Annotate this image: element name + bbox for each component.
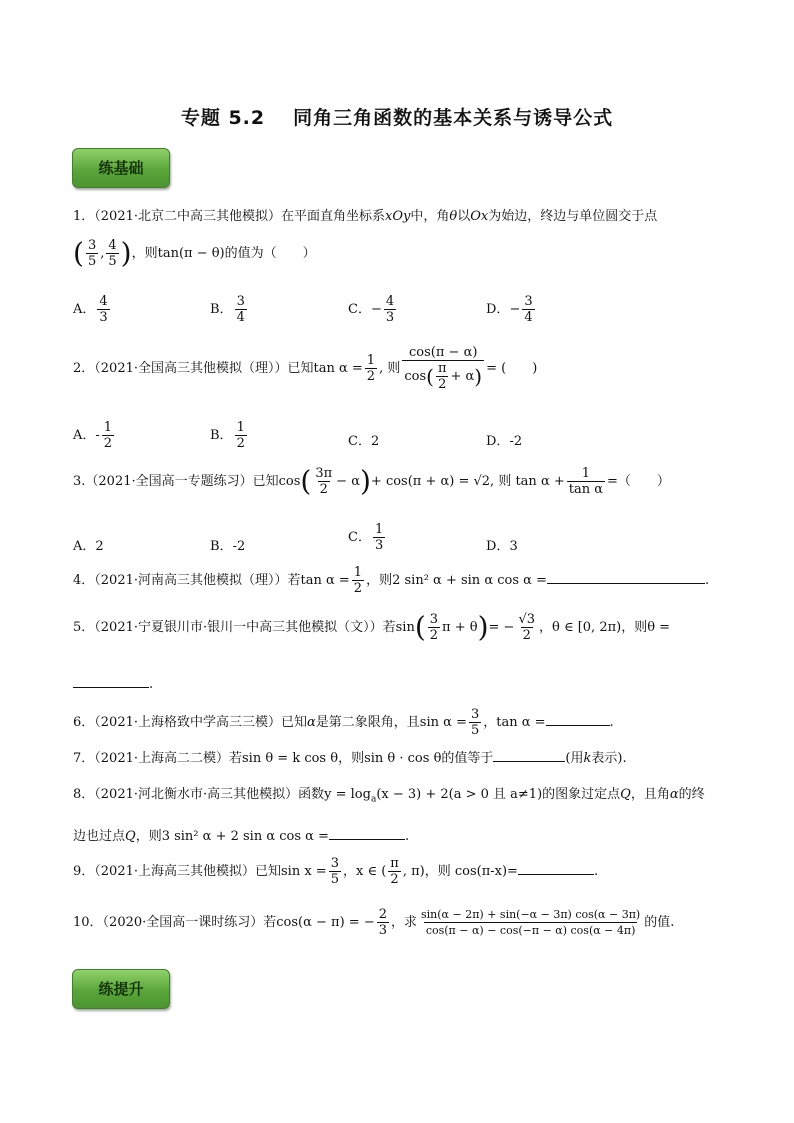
q3-option-b[interactable]: B．-2 — [210, 539, 246, 554]
title-number: 专题 5.2 — [180, 107, 266, 129]
answer-blank[interactable] — [73, 675, 149, 688]
q2-main-fraction: cos(π − α) cos( $\frac{\pi}{2}$ + α) — [404, 345, 483, 392]
question-2: 2．（2021·全国高三其他模拟（理））已知tan α = $\frac{1}{2}$ , 则 cos(π − α) cos( $\frac{\pi}{2}$ + α) = ( ) — [73, 345, 538, 392]
question-8-line-2: 边也过点Q，则3 sin² α + 2 sin α cos α = . — [73, 829, 410, 844]
question-8-line-1: 8．（2021·河北衡水市·高三其他模拟）函数$y = \log_a(x - 3) + 2(a > 0$ 且 a≠1)的图象过定点Q，且角α的终 — [73, 787, 705, 805]
section-advanced-button[interactable]: 练提升 — [72, 969, 170, 1009]
question-5-line-2: . — [73, 675, 153, 692]
question-4: 4．（2021·河南高三其他模拟（理））若tan α = $\frac{1}{2}$ ，则2 sin² α + sin α cos α = . — [73, 565, 710, 596]
question-7: 7．（2021·上海高二二模）若sin θ = k cos θ，则sin θ · cos θ的值等于 (用k表示). — [73, 751, 627, 766]
q3-option-c[interactable]: C． $\frac{1}{3}$ — [348, 522, 384, 553]
question-5-line-1: 5．（2021·宁夏银川市·银川一中高三其他模拟（文））若sin( $\frac{3}{2}$ π + θ)= − $\frac{√3}{2}$ ，θ ∈ [0, 2π)，则θ = — [73, 610, 671, 644]
question-1-line-2: ( $\frac{3}{5}$ , $\frac{4}{5}$ )，则tan(π − θ)的值为（ ） — [73, 236, 316, 270]
q2-option-d[interactable]: D．-2 — [486, 434, 523, 449]
page-title — [0, 103, 794, 130]
answer-blank[interactable] — [547, 571, 705, 584]
question-9: 9．（2021·上海高三其他模拟）已知sin x = $\frac{3}{5}$ ，x ∈ ( $\frac{\pi}{2}$ , π)，则 cos(π-x)= . — [73, 856, 599, 887]
q10-main-fraction: $\frac{\sin(\alpha - 2\pi) + \sin(-\alpha - 3\pi) \cos(\alpha - 3\pi)}{\cos(\pi - \alpha) - \cos(-\pi - \alpha) \cos(\alpha - 4\pi)}$ — [421, 908, 641, 937]
question-10: 10．（2020·全国高一课时练习）若cos(α − π) = − $\frac{2}{3}$ ，求 $\frac{\sin(\alpha - 2\pi) + \sin(-\alpha - 3\pi) \cos(\alpha - 3\pi)}{\cos(\pi - \alpha) - \cos(-\pi - \alpha) \cos(\alpha - 4\pi)}$ 的值. — [73, 907, 675, 938]
q1-option-a[interactable]: A． $\frac{4}{3}$ — [73, 294, 108, 325]
q2-option-b[interactable]: B． $\frac{1}{2}$ — [210, 420, 245, 451]
question-1-line-1: 1．（2021·北京二中高三其他模拟）在平面直角坐标系xOy中，角θ以Ox为始边，终边与单位圆交于点 — [73, 209, 658, 224]
q3-option-a[interactable]: A．2 — [73, 539, 104, 554]
answer-blank[interactable] — [329, 827, 405, 840]
q2-option-c[interactable]: C．2 — [348, 434, 380, 449]
section-basic-button[interactable]: 练基础 — [72, 148, 170, 188]
point-y-fraction: $\frac{4}{5}$ — [108, 238, 117, 269]
q3-option-d[interactable]: D．3 — [486, 539, 518, 554]
question-6: 6．（2021·上海格致中学高三三模）已知α是第二象限角，且sin α = $\frac{3}{5}$ ，tan α = . — [73, 707, 614, 738]
title-text: 同角三角函数的基本关系与诱导公式 — [293, 107, 614, 129]
question-3: 3.（2021·全国高一专题练习）已知cos( $\frac{3\pi}{2}$ − α)+ cos(π + α) = √2, 则 tan α + $\frac{1}{\text{tan α}}$ =（ ） — [73, 464, 670, 498]
answer-blank[interactable] — [546, 713, 610, 726]
point-x-fraction: $\frac{3}{5}$ — [87, 238, 97, 269]
answer-blank[interactable] — [518, 862, 594, 875]
tan-expression: tan(π − θ) — [157, 246, 225, 261]
q1-option-c[interactable]: C．− $\frac{4}{3}$ — [348, 294, 395, 325]
q2-option-a[interactable]: A．- $\frac{1}{2}$ — [73, 420, 113, 451]
answer-blank[interactable] — [493, 749, 565, 762]
q1-option-b[interactable]: B． $\frac{3}{4}$ — [210, 294, 245, 325]
q1-option-d[interactable]: D．− $\frac{3}{4}$ — [486, 294, 533, 325]
